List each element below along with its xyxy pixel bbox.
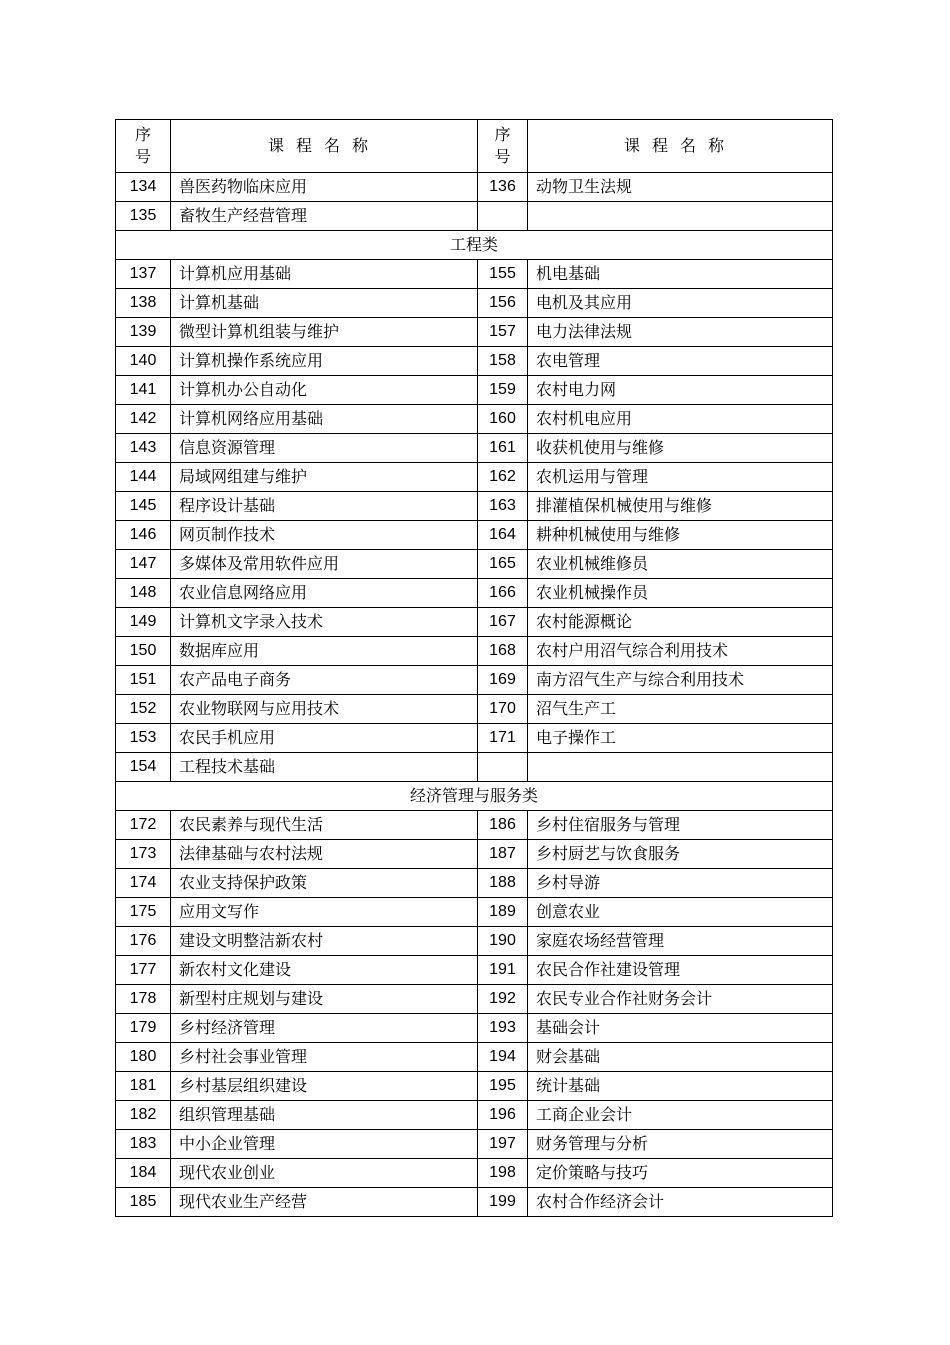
course-number-right: 159 bbox=[478, 376, 528, 405]
table-row bbox=[116, 347, 833, 376]
course-number-left: 137 bbox=[116, 260, 171, 289]
course-name-left: 计算机办公自动化 bbox=[171, 376, 478, 405]
course-name-left: 微型计算机组装与维护 bbox=[171, 318, 478, 347]
header-no-right: 序号 bbox=[478, 120, 528, 173]
course-name-right: 动物卫生法规 bbox=[528, 173, 833, 202]
course-number-right: 191 bbox=[478, 956, 528, 985]
course-number-left: 174 bbox=[116, 869, 171, 898]
table-row bbox=[116, 1130, 833, 1159]
course-name-left: 计算机基础 bbox=[171, 289, 478, 318]
course-number-right: 193 bbox=[478, 1014, 528, 1043]
course-name-left: 网页制作技术 bbox=[171, 521, 478, 550]
course-number-left: 152 bbox=[116, 695, 171, 724]
course-number-left: 141 bbox=[116, 376, 171, 405]
table-row bbox=[116, 202, 833, 231]
course-number-left: 185 bbox=[116, 1188, 171, 1217]
course-number-left: 151 bbox=[116, 666, 171, 695]
course-name-right: 乡村厨艺与饮食服务 bbox=[528, 840, 833, 869]
course-number-right bbox=[478, 753, 528, 782]
course-number-right: 162 bbox=[478, 463, 528, 492]
category-label: 经济管理与服务类 bbox=[116, 782, 833, 811]
table-row bbox=[116, 376, 833, 405]
course-number-right: 199 bbox=[478, 1188, 528, 1217]
course-name-right: 农村户用沼气综合利用技术 bbox=[528, 637, 833, 666]
course-name-left: 计算机应用基础 bbox=[171, 260, 478, 289]
course-name-right: 农电管理 bbox=[528, 347, 833, 376]
course-number-left: 140 bbox=[116, 347, 171, 376]
table-row bbox=[116, 492, 833, 521]
table-body bbox=[116, 120, 833, 1217]
course-number-right: 186 bbox=[478, 811, 528, 840]
table-row bbox=[116, 318, 833, 347]
table-row bbox=[116, 1159, 833, 1188]
course-name-left: 计算机网络应用基础 bbox=[171, 405, 478, 434]
table-row bbox=[116, 724, 833, 753]
course-name-left: 工程技术基础 bbox=[171, 753, 478, 782]
course-name-left: 程序设计基础 bbox=[171, 492, 478, 521]
course-number-right: 167 bbox=[478, 608, 528, 637]
table-row bbox=[116, 289, 833, 318]
table-row bbox=[116, 753, 833, 782]
header-name-left: 课程名称 bbox=[171, 120, 478, 173]
course-number-left: 134 bbox=[116, 173, 171, 202]
course-name-right: 农村合作经济会计 bbox=[528, 1188, 833, 1217]
course-name-right: 基础会计 bbox=[528, 1014, 833, 1043]
course-number-left: 139 bbox=[116, 318, 171, 347]
course-number-right: 164 bbox=[478, 521, 528, 550]
course-number-left: 180 bbox=[116, 1043, 171, 1072]
course-number-right: 166 bbox=[478, 579, 528, 608]
course-number-left: 147 bbox=[116, 550, 171, 579]
course-name-right bbox=[528, 202, 833, 231]
table-row bbox=[116, 1101, 833, 1130]
course-name-right: 沼气生产工 bbox=[528, 695, 833, 724]
course-number-right bbox=[478, 202, 528, 231]
course-name-right: 农村能源概论 bbox=[528, 608, 833, 637]
course-number-right: 171 bbox=[478, 724, 528, 753]
course-name-left: 兽医药物临床应用 bbox=[171, 173, 478, 202]
course-number-left: 148 bbox=[116, 579, 171, 608]
category-row bbox=[116, 231, 833, 260]
course-number-left: 146 bbox=[116, 521, 171, 550]
header-name-right: 课程名称 bbox=[528, 120, 833, 173]
course-name-left: 应用文写作 bbox=[171, 898, 478, 927]
course-name-left: 畜牧生产经营管理 bbox=[171, 202, 478, 231]
course-number-right: 195 bbox=[478, 1072, 528, 1101]
table-row bbox=[116, 1043, 833, 1072]
course-number-left: 175 bbox=[116, 898, 171, 927]
course-number-left: 150 bbox=[116, 637, 171, 666]
table-row bbox=[116, 579, 833, 608]
course-number-left: 177 bbox=[116, 956, 171, 985]
course-name-left: 新农村文化建设 bbox=[171, 956, 478, 985]
course-name-right: 电力法律法规 bbox=[528, 318, 833, 347]
course-name-left: 数据库应用 bbox=[171, 637, 478, 666]
course-number-right: 194 bbox=[478, 1043, 528, 1072]
course-number-right: 158 bbox=[478, 347, 528, 376]
course-name-right: 农机运用与管理 bbox=[528, 463, 833, 492]
course-name-right: 家庭农场经营管理 bbox=[528, 927, 833, 956]
course-name-left: 中小企业管理 bbox=[171, 1130, 478, 1159]
course-number-left: 149 bbox=[116, 608, 171, 637]
course-name-right: 农业机械操作员 bbox=[528, 579, 833, 608]
course-number-left: 143 bbox=[116, 434, 171, 463]
course-number-left: 154 bbox=[116, 753, 171, 782]
course-number-left: 173 bbox=[116, 840, 171, 869]
course-name-right: 耕种机械使用与维修 bbox=[528, 521, 833, 550]
course-name-right: 财务管理与分析 bbox=[528, 1130, 833, 1159]
course-name-left: 乡村社会事业管理 bbox=[171, 1043, 478, 1072]
course-name-left: 农民手机应用 bbox=[171, 724, 478, 753]
course-number-left: 135 bbox=[116, 202, 171, 231]
course-name-left: 信息资源管理 bbox=[171, 434, 478, 463]
course-number-right: 161 bbox=[478, 434, 528, 463]
course-number-right: 198 bbox=[478, 1159, 528, 1188]
course-number-left: 183 bbox=[116, 1130, 171, 1159]
course-name-right: 电机及其应用 bbox=[528, 289, 833, 318]
course-number-left: 179 bbox=[116, 1014, 171, 1043]
course-name-right: 工商企业会计 bbox=[528, 1101, 833, 1130]
course-name-left: 建设文明整洁新农村 bbox=[171, 927, 478, 956]
course-name-left: 乡村基层组织建设 bbox=[171, 1072, 478, 1101]
course-number-left: 172 bbox=[116, 811, 171, 840]
course-name-left: 农业物联网与应用技术 bbox=[171, 695, 478, 724]
course-number-left: 178 bbox=[116, 985, 171, 1014]
course-name-right: 农民合作社建设管理 bbox=[528, 956, 833, 985]
course-number-right: 188 bbox=[478, 869, 528, 898]
header-row bbox=[116, 120, 833, 173]
course-name-right: 定价策略与技巧 bbox=[528, 1159, 833, 1188]
course-number-right: 168 bbox=[478, 637, 528, 666]
course-name-left: 计算机操作系统应用 bbox=[171, 347, 478, 376]
course-name-right: 农业机械维修员 bbox=[528, 550, 833, 579]
course-number-right: 197 bbox=[478, 1130, 528, 1159]
table-row bbox=[116, 840, 833, 869]
course-name-left: 法律基础与农村法规 bbox=[171, 840, 478, 869]
course-number-right: 170 bbox=[478, 695, 528, 724]
course-name-right: 统计基础 bbox=[528, 1072, 833, 1101]
course-number-left: 176 bbox=[116, 927, 171, 956]
table-row bbox=[116, 1072, 833, 1101]
course-name-left: 组织管理基础 bbox=[171, 1101, 478, 1130]
course-name-left: 农产品电子商务 bbox=[171, 666, 478, 695]
table-row bbox=[116, 608, 833, 637]
course-number-right: 165 bbox=[478, 550, 528, 579]
course-table bbox=[115, 119, 833, 1217]
table-row bbox=[116, 927, 833, 956]
header-no-left: 序号 bbox=[116, 120, 171, 173]
course-name-left: 乡村经济管理 bbox=[171, 1014, 478, 1043]
course-name-right: 乡村住宿服务与管理 bbox=[528, 811, 833, 840]
course-number-left: 142 bbox=[116, 405, 171, 434]
course-name-left: 多媒体及常用软件应用 bbox=[171, 550, 478, 579]
course-number-right: 196 bbox=[478, 1101, 528, 1130]
table-row bbox=[116, 956, 833, 985]
course-name-left: 计算机文字录入技术 bbox=[171, 608, 478, 637]
course-name-right: 创意农业 bbox=[528, 898, 833, 927]
course-name-right: 农村机电应用 bbox=[528, 405, 833, 434]
table-row bbox=[116, 521, 833, 550]
course-number-left: 153 bbox=[116, 724, 171, 753]
course-number-right: 156 bbox=[478, 289, 528, 318]
course-number-left: 182 bbox=[116, 1101, 171, 1130]
course-number-left: 181 bbox=[116, 1072, 171, 1101]
table-row bbox=[116, 173, 833, 202]
table-row bbox=[116, 405, 833, 434]
table-row bbox=[116, 1188, 833, 1217]
table-row bbox=[116, 463, 833, 492]
table-row bbox=[116, 666, 833, 695]
course-number-left: 145 bbox=[116, 492, 171, 521]
category-row bbox=[116, 782, 833, 811]
course-name-right: 财会基础 bbox=[528, 1043, 833, 1072]
table-row bbox=[116, 985, 833, 1014]
course-name-left: 农民素养与现代生活 bbox=[171, 811, 478, 840]
course-number-right: 190 bbox=[478, 927, 528, 956]
course-number-right: 169 bbox=[478, 666, 528, 695]
course-name-left: 农业支持保护政策 bbox=[171, 869, 478, 898]
course-number-left: 184 bbox=[116, 1159, 171, 1188]
course-number-right: 192 bbox=[478, 985, 528, 1014]
course-name-right bbox=[528, 753, 833, 782]
course-name-right: 排灌植保机械使用与维修 bbox=[528, 492, 833, 521]
course-number-left: 138 bbox=[116, 289, 171, 318]
course-number-right: 136 bbox=[478, 173, 528, 202]
course-number-right: 189 bbox=[478, 898, 528, 927]
course-number-right: 163 bbox=[478, 492, 528, 521]
table-row bbox=[116, 637, 833, 666]
course-name-right: 电子操作工 bbox=[528, 724, 833, 753]
course-name-left: 新型村庄规划与建设 bbox=[171, 985, 478, 1014]
course-name-right: 收获机使用与维修 bbox=[528, 434, 833, 463]
course-number-right: 187 bbox=[478, 840, 528, 869]
course-name-left: 现代农业生产经营 bbox=[171, 1188, 478, 1217]
course-number-right: 155 bbox=[478, 260, 528, 289]
course-number-left: 144 bbox=[116, 463, 171, 492]
course-name-right: 乡村导游 bbox=[528, 869, 833, 898]
table-row bbox=[116, 695, 833, 724]
category-label: 工程类 bbox=[116, 231, 833, 260]
table-row bbox=[116, 260, 833, 289]
course-number-right: 160 bbox=[478, 405, 528, 434]
course-name-left: 现代农业创业 bbox=[171, 1159, 478, 1188]
course-name-left: 农业信息网络应用 bbox=[171, 579, 478, 608]
table-row bbox=[116, 869, 833, 898]
course-name-right: 农村电力网 bbox=[528, 376, 833, 405]
table-row bbox=[116, 811, 833, 840]
course-name-right: 南方沼气生产与综合利用技术 bbox=[528, 666, 833, 695]
table-row bbox=[116, 1014, 833, 1043]
table-row bbox=[116, 434, 833, 463]
course-number-right: 157 bbox=[478, 318, 528, 347]
table-row bbox=[116, 550, 833, 579]
course-name-right: 机电基础 bbox=[528, 260, 833, 289]
course-name-left: 局域网组建与维护 bbox=[171, 463, 478, 492]
course-name-right: 农民专业合作社财务会计 bbox=[528, 985, 833, 1014]
table-row bbox=[116, 898, 833, 927]
